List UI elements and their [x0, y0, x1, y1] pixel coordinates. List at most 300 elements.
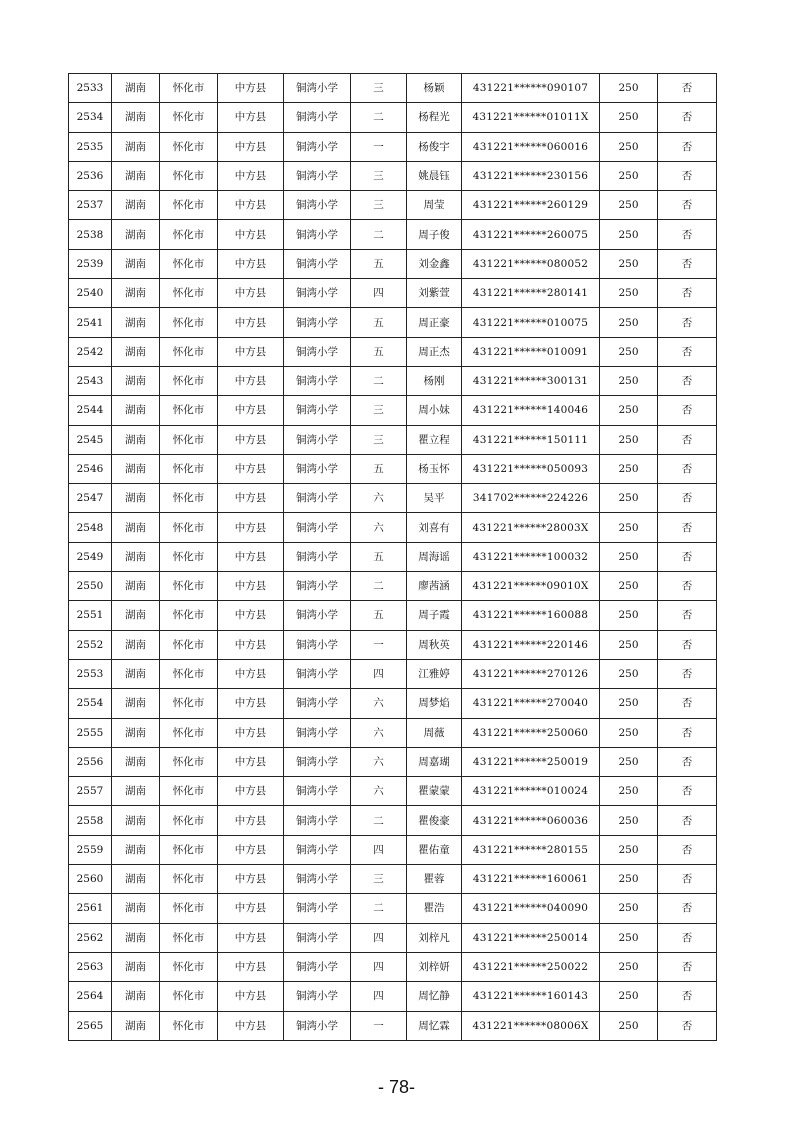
- row-number-cell: 2543: [69, 366, 112, 395]
- amount-cell: 250: [600, 279, 658, 308]
- student-name-cell: 姚晨钰: [407, 161, 462, 190]
- county-cell: 中方县: [218, 425, 284, 454]
- school-cell: 铜湾小学: [284, 220, 351, 249]
- grade-cell: 五: [351, 337, 407, 366]
- grade-cell: 三: [351, 191, 407, 220]
- flag-cell: 否: [658, 220, 717, 249]
- id-number-cell: 431221******08006X: [462, 1011, 600, 1040]
- id-number-cell: 431221******160143: [462, 982, 600, 1011]
- city-cell: 怀化市: [160, 630, 218, 659]
- province-cell: 湖南: [112, 689, 160, 718]
- flag-cell: 否: [658, 659, 717, 688]
- id-number-cell: 431221******250014: [462, 923, 600, 952]
- table-row: [69, 513, 717, 542]
- grade-cell: 三: [351, 74, 407, 103]
- flag-cell: 否: [658, 454, 717, 483]
- table-row: [69, 366, 717, 395]
- flag-cell: 否: [658, 835, 717, 864]
- grade-cell: 六: [351, 689, 407, 718]
- student-name-cell: 杨程光: [407, 103, 462, 132]
- grade-cell: 三: [351, 865, 407, 894]
- amount-cell: 250: [600, 454, 658, 483]
- id-number-cell: 431221******010075: [462, 308, 600, 337]
- flag-cell: 否: [658, 103, 717, 132]
- amount-cell: 250: [600, 923, 658, 952]
- student-name-cell: 刘梓凡: [407, 923, 462, 952]
- province-cell: 湖南: [112, 425, 160, 454]
- province-cell: 湖南: [112, 220, 160, 249]
- row-number-cell: 2537: [69, 191, 112, 220]
- province-cell: 湖南: [112, 718, 160, 747]
- school-cell: 铜湾小学: [284, 279, 351, 308]
- county-cell: 中方县: [218, 542, 284, 571]
- city-cell: 怀化市: [160, 425, 218, 454]
- table-row: [69, 923, 717, 952]
- province-cell: 湖南: [112, 1011, 160, 1040]
- county-cell: 中方县: [218, 865, 284, 894]
- student-name-cell: 江雅婷: [407, 659, 462, 688]
- flag-cell: 否: [658, 1011, 717, 1040]
- amount-cell: 250: [600, 191, 658, 220]
- county-cell: 中方县: [218, 308, 284, 337]
- flag-cell: 否: [658, 161, 717, 190]
- city-cell: 怀化市: [160, 132, 218, 161]
- id-number-cell: 431221******060016: [462, 132, 600, 161]
- grade-cell: 四: [351, 659, 407, 688]
- student-name-cell: 刘喜有: [407, 513, 462, 542]
- row-number-cell: 2558: [69, 806, 112, 835]
- school-cell: 铜湾小学: [284, 835, 351, 864]
- id-number-cell: 431221******230156: [462, 161, 600, 190]
- row-number-cell: 2539: [69, 249, 112, 278]
- grade-cell: 三: [351, 161, 407, 190]
- city-cell: 怀化市: [160, 601, 218, 630]
- table-row: [69, 806, 717, 835]
- amount-cell: 250: [600, 689, 658, 718]
- county-cell: 中方县: [218, 747, 284, 776]
- table-row: [69, 103, 717, 132]
- student-name-cell: 周薇: [407, 718, 462, 747]
- student-name-cell: 周嘉瑚: [407, 747, 462, 776]
- student-name-cell: 刘梓妍: [407, 952, 462, 981]
- row-number-cell: 2561: [69, 894, 112, 923]
- table-row: [69, 484, 717, 513]
- flag-cell: 否: [658, 249, 717, 278]
- province-cell: 湖南: [112, 396, 160, 425]
- id-number-cell: 431221******150111: [462, 425, 600, 454]
- school-cell: 铜湾小学: [284, 396, 351, 425]
- amount-cell: 250: [600, 806, 658, 835]
- row-number-cell: 2541: [69, 308, 112, 337]
- school-cell: 铜湾小学: [284, 747, 351, 776]
- amount-cell: 250: [600, 835, 658, 864]
- province-cell: 湖南: [112, 659, 160, 688]
- flag-cell: 否: [658, 777, 717, 806]
- row-number-cell: 2546: [69, 454, 112, 483]
- city-cell: 怀化市: [160, 279, 218, 308]
- table-row: [69, 952, 717, 981]
- amount-cell: 250: [600, 484, 658, 513]
- records-table-container: [68, 73, 716, 1041]
- student-name-cell: 廖茜涵: [407, 572, 462, 601]
- amount-cell: 250: [600, 103, 658, 132]
- school-cell: 铜湾小学: [284, 542, 351, 571]
- table-row: [69, 894, 717, 923]
- row-number-cell: 2547: [69, 484, 112, 513]
- table-row: [69, 161, 717, 190]
- county-cell: 中方县: [218, 1011, 284, 1040]
- amount-cell: 250: [600, 425, 658, 454]
- table-row: [69, 659, 717, 688]
- table-row: [69, 220, 717, 249]
- school-cell: 铜湾小学: [284, 865, 351, 894]
- grade-cell: 一: [351, 132, 407, 161]
- province-cell: 湖南: [112, 484, 160, 513]
- province-cell: 湖南: [112, 894, 160, 923]
- school-cell: 铜湾小学: [284, 630, 351, 659]
- student-name-cell: 瞿佑童: [407, 835, 462, 864]
- student-name-cell: 杨刚: [407, 366, 462, 395]
- row-number-cell: 2553: [69, 659, 112, 688]
- amount-cell: 250: [600, 718, 658, 747]
- id-number-cell: 431221******010091: [462, 337, 600, 366]
- county-cell: 中方县: [218, 220, 284, 249]
- school-cell: 铜湾小学: [284, 572, 351, 601]
- amount-cell: 250: [600, 659, 658, 688]
- table-row: [69, 982, 717, 1011]
- table-row: [69, 835, 717, 864]
- id-number-cell: 431221******160061: [462, 865, 600, 894]
- flag-cell: 否: [658, 396, 717, 425]
- amount-cell: 250: [600, 161, 658, 190]
- row-number-cell: 2555: [69, 718, 112, 747]
- student-name-cell: 周秋英: [407, 630, 462, 659]
- county-cell: 中方县: [218, 835, 284, 864]
- id-number-cell: 431221******220146: [462, 630, 600, 659]
- province-cell: 湖南: [112, 366, 160, 395]
- province-cell: 湖南: [112, 923, 160, 952]
- student-name-cell: 周小妹: [407, 396, 462, 425]
- table-row: [69, 1011, 717, 1040]
- grade-cell: 五: [351, 308, 407, 337]
- city-cell: 怀化市: [160, 308, 218, 337]
- row-number-cell: 2565: [69, 1011, 112, 1040]
- row-number-cell: 2559: [69, 835, 112, 864]
- row-number-cell: 2545: [69, 425, 112, 454]
- grade-cell: 五: [351, 454, 407, 483]
- flag-cell: 否: [658, 191, 717, 220]
- id-number-cell: 431221******010024: [462, 777, 600, 806]
- county-cell: 中方县: [218, 630, 284, 659]
- flag-cell: 否: [658, 982, 717, 1011]
- school-cell: 铜湾小学: [284, 718, 351, 747]
- flag-cell: 否: [658, 630, 717, 659]
- amount-cell: 250: [600, 630, 658, 659]
- county-cell: 中方县: [218, 279, 284, 308]
- amount-cell: 250: [600, 396, 658, 425]
- province-cell: 湖南: [112, 191, 160, 220]
- county-cell: 中方县: [218, 337, 284, 366]
- table-row: [69, 249, 717, 278]
- row-number-cell: 2549: [69, 542, 112, 571]
- county-cell: 中方县: [218, 806, 284, 835]
- county-cell: 中方县: [218, 513, 284, 542]
- amount-cell: 250: [600, 366, 658, 395]
- row-number-cell: 2557: [69, 777, 112, 806]
- amount-cell: 250: [600, 542, 658, 571]
- row-number-cell: 2540: [69, 279, 112, 308]
- id-number-cell: 431221******050093: [462, 454, 600, 483]
- table-row: [69, 337, 717, 366]
- student-name-cell: 周忆霖: [407, 1011, 462, 1040]
- province-cell: 湖南: [112, 279, 160, 308]
- province-cell: 湖南: [112, 454, 160, 483]
- county-cell: 中方县: [218, 689, 284, 718]
- id-number-cell: 431221******040090: [462, 894, 600, 923]
- student-name-cell: 周梦焰: [407, 689, 462, 718]
- row-number-cell: 2556: [69, 747, 112, 776]
- id-number-cell: 431221******100032: [462, 542, 600, 571]
- amount-cell: 250: [600, 1011, 658, 1040]
- flag-cell: 否: [658, 425, 717, 454]
- city-cell: 怀化市: [160, 220, 218, 249]
- student-name-cell: 周子霞: [407, 601, 462, 630]
- id-number-cell: 431221******250022: [462, 952, 600, 981]
- school-cell: 铜湾小学: [284, 601, 351, 630]
- student-name-cell: 瞿蓉: [407, 865, 462, 894]
- table-row: [69, 132, 717, 161]
- province-cell: 湖南: [112, 308, 160, 337]
- row-number-cell: 2536: [69, 161, 112, 190]
- student-name-cell: 刘金鑫: [407, 249, 462, 278]
- province-cell: 湖南: [112, 982, 160, 1011]
- county-cell: 中方县: [218, 923, 284, 952]
- table-row: [69, 396, 717, 425]
- county-cell: 中方县: [218, 484, 284, 513]
- table-row: [69, 425, 717, 454]
- row-number-cell: 2552: [69, 630, 112, 659]
- id-number-cell: 431221******280141: [462, 279, 600, 308]
- id-number-cell: 431221******300131: [462, 366, 600, 395]
- county-cell: 中方县: [218, 601, 284, 630]
- grade-cell: 三: [351, 396, 407, 425]
- flag-cell: 否: [658, 366, 717, 395]
- amount-cell: 250: [600, 894, 658, 923]
- city-cell: 怀化市: [160, 923, 218, 952]
- city-cell: 怀化市: [160, 982, 218, 1011]
- school-cell: 铜湾小学: [284, 806, 351, 835]
- province-cell: 湖南: [112, 132, 160, 161]
- student-name-cell: 刘紫萱: [407, 279, 462, 308]
- province-cell: 湖南: [112, 777, 160, 806]
- school-cell: 铜湾小学: [284, 454, 351, 483]
- row-number-cell: 2564: [69, 982, 112, 1011]
- id-number-cell: 431221******140046: [462, 396, 600, 425]
- city-cell: 怀化市: [160, 894, 218, 923]
- row-number-cell: 2542: [69, 337, 112, 366]
- city-cell: 怀化市: [160, 337, 218, 366]
- city-cell: 怀化市: [160, 249, 218, 278]
- county-cell: 中方县: [218, 161, 284, 190]
- amount-cell: 250: [600, 865, 658, 894]
- table-row: [69, 542, 717, 571]
- student-name-cell: 周忆静: [407, 982, 462, 1011]
- grade-cell: 六: [351, 718, 407, 747]
- id-number-cell: 431221******250019: [462, 747, 600, 776]
- county-cell: 中方县: [218, 132, 284, 161]
- flag-cell: 否: [658, 308, 717, 337]
- row-number-cell: 2551: [69, 601, 112, 630]
- row-number-cell: 2544: [69, 396, 112, 425]
- amount-cell: 250: [600, 220, 658, 249]
- grade-cell: 二: [351, 103, 407, 132]
- table-row: [69, 601, 717, 630]
- school-cell: 铜湾小学: [284, 982, 351, 1011]
- county-cell: 中方县: [218, 191, 284, 220]
- row-number-cell: 2562: [69, 923, 112, 952]
- county-cell: 中方县: [218, 572, 284, 601]
- city-cell: 怀化市: [160, 718, 218, 747]
- student-name-cell: 周正杰: [407, 337, 462, 366]
- id-number-cell: 431221******080052: [462, 249, 600, 278]
- county-cell: 中方县: [218, 454, 284, 483]
- province-cell: 湖南: [112, 952, 160, 981]
- amount-cell: 250: [600, 572, 658, 601]
- table-row: [69, 747, 717, 776]
- school-cell: 铜湾小学: [284, 308, 351, 337]
- id-number-cell: 431221******260129: [462, 191, 600, 220]
- province-cell: 湖南: [112, 747, 160, 776]
- student-name-cell: 周正豪: [407, 308, 462, 337]
- city-cell: 怀化市: [160, 484, 218, 513]
- grade-cell: 四: [351, 923, 407, 952]
- city-cell: 怀化市: [160, 366, 218, 395]
- flag-cell: 否: [658, 806, 717, 835]
- grade-cell: 一: [351, 630, 407, 659]
- student-name-cell: 瞿立程: [407, 425, 462, 454]
- table-row: [69, 279, 717, 308]
- city-cell: 怀化市: [160, 777, 218, 806]
- school-cell: 铜湾小学: [284, 659, 351, 688]
- row-number-cell: 2548: [69, 513, 112, 542]
- county-cell: 中方县: [218, 718, 284, 747]
- city-cell: 怀化市: [160, 689, 218, 718]
- table-row: [69, 191, 717, 220]
- province-cell: 湖南: [112, 513, 160, 542]
- flag-cell: 否: [658, 718, 717, 747]
- province-cell: 湖南: [112, 249, 160, 278]
- city-cell: 怀化市: [160, 74, 218, 103]
- city-cell: 怀化市: [160, 542, 218, 571]
- flag-cell: 否: [658, 132, 717, 161]
- province-cell: 湖南: [112, 601, 160, 630]
- city-cell: 怀化市: [160, 191, 218, 220]
- grade-cell: 六: [351, 513, 407, 542]
- grade-cell: 六: [351, 777, 407, 806]
- id-number-cell: 341702******224226: [462, 484, 600, 513]
- student-name-cell: 周莹: [407, 191, 462, 220]
- county-cell: 中方县: [218, 103, 284, 132]
- grade-cell: 二: [351, 220, 407, 249]
- amount-cell: 250: [600, 337, 658, 366]
- province-cell: 湖南: [112, 542, 160, 571]
- row-number-cell: 2538: [69, 220, 112, 249]
- city-cell: 怀化市: [160, 806, 218, 835]
- id-number-cell: 431221******160088: [462, 601, 600, 630]
- school-cell: 铜湾小学: [284, 161, 351, 190]
- table-row: [69, 74, 717, 103]
- table-body: [69, 74, 717, 1041]
- school-cell: 铜湾小学: [284, 923, 351, 952]
- county-cell: 中方县: [218, 982, 284, 1011]
- province-cell: 湖南: [112, 572, 160, 601]
- student-name-cell: 周子俊: [407, 220, 462, 249]
- grade-cell: 五: [351, 601, 407, 630]
- school-cell: 铜湾小学: [284, 249, 351, 278]
- id-number-cell: 431221******270126: [462, 659, 600, 688]
- grade-cell: 一: [351, 1011, 407, 1040]
- student-name-cell: 杨颖: [407, 74, 462, 103]
- city-cell: 怀化市: [160, 952, 218, 981]
- school-cell: 铜湾小学: [284, 484, 351, 513]
- city-cell: 怀化市: [160, 835, 218, 864]
- county-cell: 中方县: [218, 396, 284, 425]
- county-cell: 中方县: [218, 249, 284, 278]
- city-cell: 怀化市: [160, 865, 218, 894]
- page-number: - 78-: [377, 1077, 415, 1097]
- flag-cell: 否: [658, 337, 717, 366]
- student-name-cell: 杨玉怀: [407, 454, 462, 483]
- id-number-cell: 431221******260075: [462, 220, 600, 249]
- amount-cell: 250: [600, 747, 658, 776]
- grade-cell: 二: [351, 572, 407, 601]
- county-cell: 中方县: [218, 366, 284, 395]
- amount-cell: 250: [600, 982, 658, 1011]
- table-row: [69, 454, 717, 483]
- county-cell: 中方县: [218, 74, 284, 103]
- province-cell: 湖南: [112, 337, 160, 366]
- flag-cell: 否: [658, 601, 717, 630]
- student-name-cell: 瞿俊豪: [407, 806, 462, 835]
- school-cell: 铜湾小学: [284, 132, 351, 161]
- grade-cell: 四: [351, 279, 407, 308]
- id-number-cell: 431221******270040: [462, 689, 600, 718]
- school-cell: 铜湾小学: [284, 103, 351, 132]
- id-number-cell: 431221******28003X: [462, 513, 600, 542]
- school-cell: 铜湾小学: [284, 513, 351, 542]
- id-number-cell: 431221******280155: [462, 835, 600, 864]
- flag-cell: 否: [658, 279, 717, 308]
- flag-cell: 否: [658, 747, 717, 776]
- grade-cell: 二: [351, 806, 407, 835]
- grade-cell: 五: [351, 249, 407, 278]
- school-cell: 铜湾小学: [284, 1011, 351, 1040]
- student-name-cell: 周海谣: [407, 542, 462, 571]
- grade-cell: 四: [351, 952, 407, 981]
- flag-cell: 否: [658, 865, 717, 894]
- school-cell: 铜湾小学: [284, 366, 351, 395]
- school-cell: 铜湾小学: [284, 74, 351, 103]
- amount-cell: 250: [600, 601, 658, 630]
- grade-cell: 六: [351, 484, 407, 513]
- flag-cell: 否: [658, 689, 717, 718]
- table-row: [69, 630, 717, 659]
- school-cell: 铜湾小学: [284, 689, 351, 718]
- school-cell: 铜湾小学: [284, 952, 351, 981]
- table-row: [69, 689, 717, 718]
- student-name-cell: 瞿蒙蒙: [407, 777, 462, 806]
- student-name-cell: 瞿浩: [407, 894, 462, 923]
